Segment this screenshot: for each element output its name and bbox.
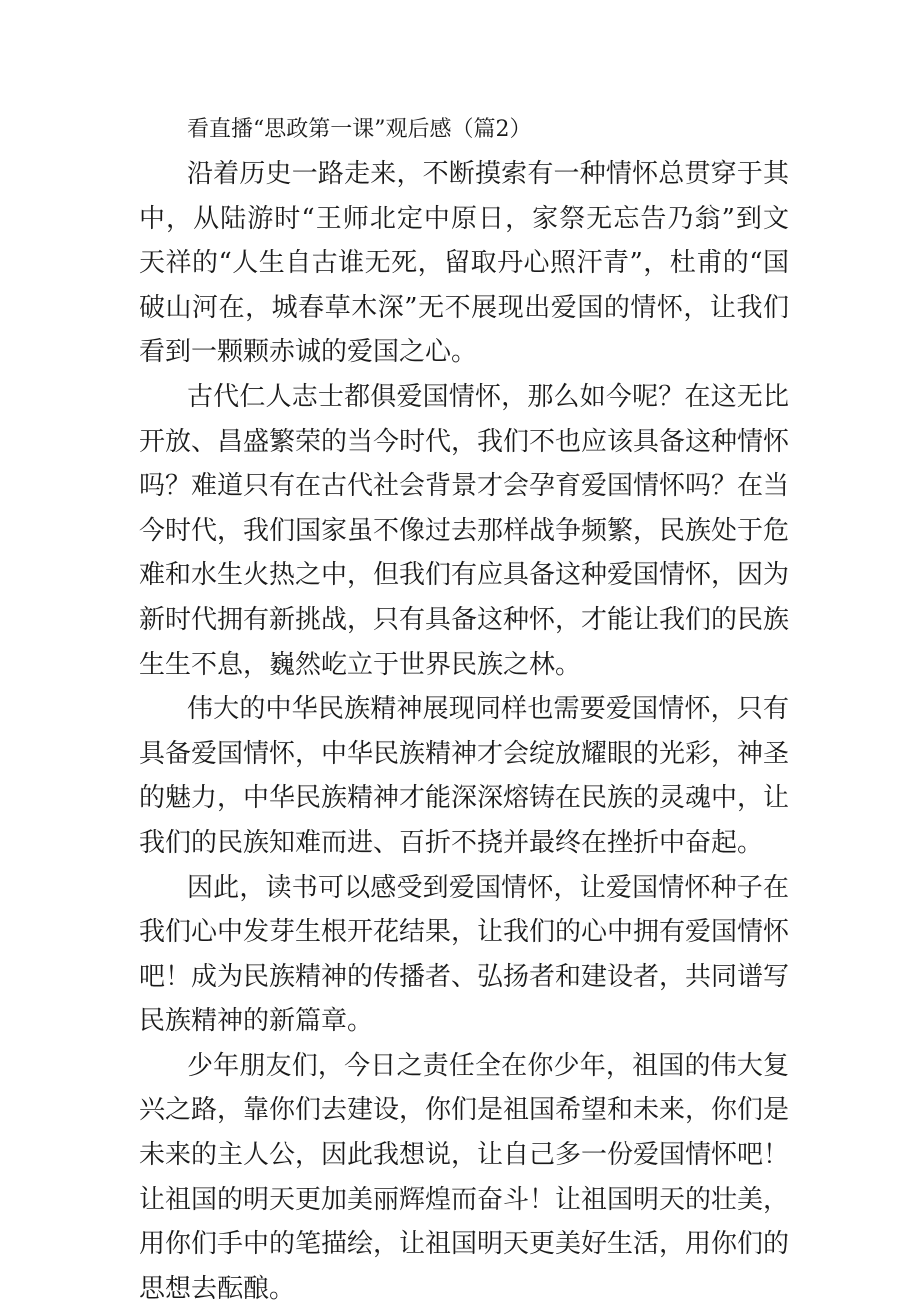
document-title: 看直播“思政第一课”观后感（篇2）: [187, 117, 532, 142]
paragraph-5: 少年朋友们，今日之责任全在你少年，祖国的伟大复兴之路，靠你们去建设，你们是祖国希望和未来，你们是未来的主人公，因此我想说，让自己多一份爱国情怀吧！让祖国的明天更加美丽辉煌而奋斗！让祖国明天的壮美，用你们手中的笔描绘，让祖国明天更美好生活，用你们的思想去酝酿。: [139, 1050, 790, 1304]
document-body: [139, 108, 789, 1311]
paragraph-1: 沿着历史一路走来，不断摸索有一种情怀总贯穿于其中，从陆游时“王师北定中原日，家祭无忘告乃翁”到文天祥的“人生自古谁无死，留取丹心照汗青”，杜甫的“国破山河在，城春草木深”无不展现出爱国的情怀，让我们看到一颗颗赤诚的爱国之心。: [139, 159, 789, 368]
paragraph-3: 伟大的中华民族精神展现同样也需要爱国情怀，只有具备爱国情怀，中华民族精神才会绽放耀眼的光彩，神圣的魅力，中华民族精神才能深深熔铸在民族的灵魂中，让我们的民族知难而进、百折不挠并最终在挫折中奋起。: [139, 694, 790, 858]
paragraph-2: 古代仁人志士都俱爱国情怀，那么如今呢？在这无比开放、昌盛繁荣的当今时代，我们不也应该具备这种情怀吗？难道只有在古代社会背景才会孕育爱国情怀吗？在当今时代，我们国家虽不像过去那样战争频繁，民族处于危难和水生火热之中，但我们有应具备这种爱国情怀，因为新时代拥有新挑战，只有具备这种怀，才能让我们的民族生生不息，巍然屹立于世界民族之林。: [139, 381, 790, 680]
paragraph-4: 因此，读书可以感受到爱国情怀，让爱国情怀种子在我们心中发芽生根开花结果，让我们的心中拥有爱国情怀吧！成为民族精神的传播者、弘扬者和建设者，共同谱写民族精神的新篇章。: [139, 872, 790, 1037]
